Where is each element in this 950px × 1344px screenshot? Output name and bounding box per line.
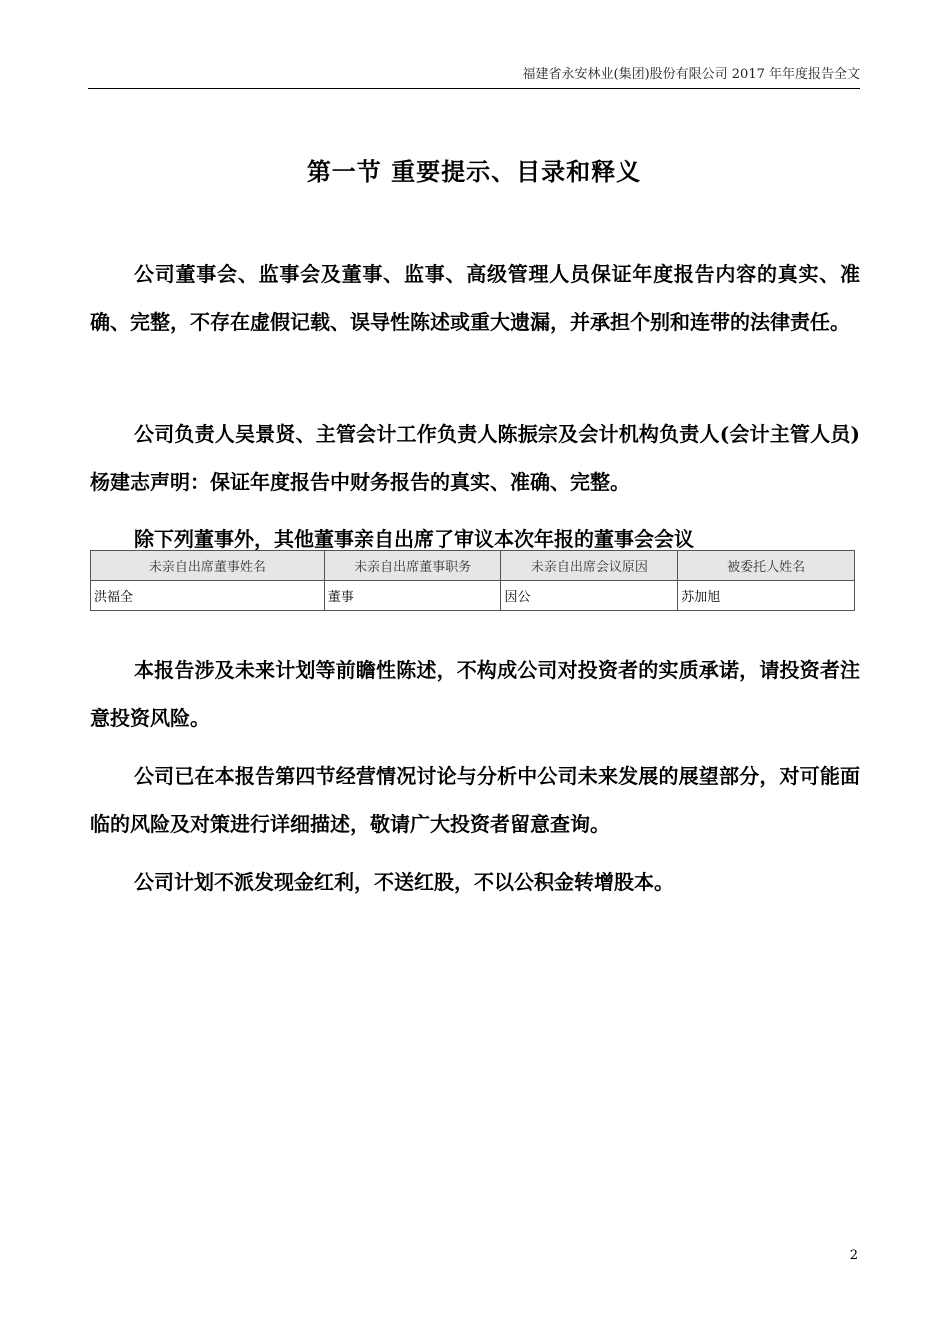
paragraph-responsibility: 公司董事会、监事会及董事、监事、高级管理人员保证年度报告内容的真实、准确、完整，不存在虚假记载、误导性陈述或重大遗漏，并承担个别和连带的法律责任。: [90, 262, 860, 334]
absent-directors-table: [90, 550, 855, 611]
section-title: 第一节 重要提示、目录和释义: [306, 157, 642, 186]
table-row: [91, 581, 855, 611]
paragraph-absent-directors: 除下列董事外，其他董事亲自出席了审议本次年报的董事会会议: [134, 527, 694, 551]
table-header-cell: 未亲自出席董事姓名: [91, 551, 325, 581]
paragraph-financial-statement: 公司负责人吴景贤、主管会计工作负责人陈振宗及会计机构负责人(会计主管人员)杨建志声明：保证年度报告中财务报告的真实、准确、完整。: [90, 422, 860, 494]
table-cell: 因公: [501, 581, 678, 611]
paragraph-risk-description: 公司已在本报告第四节经营情况讨论与分析中公司未来发展的展望部分，对可能面临的风险及对策进行详细描述，敬请广大投资者留意查询。: [90, 764, 860, 836]
table-header-cell: 未亲自出席董事职务: [324, 551, 501, 581]
paragraph-dividend-plan: 公司计划不派发现金红利，不送红股，不以公积金转增股本。: [134, 870, 674, 894]
paragraph-forward-looking: 本报告涉及未来计划等前瞻性陈述，不构成公司对投资者的实质承诺，请投资者注意投资风险。: [90, 658, 860, 730]
table-header-row: [91, 551, 855, 581]
table-header-cell: 未亲自出席会议原因: [501, 551, 678, 581]
table-cell: 洪福全: [91, 581, 325, 611]
page-number: 2: [849, 1248, 858, 1263]
table-cell: 董事: [324, 581, 501, 611]
page-header: 福建省永安林业(集团)股份有限公司 2017 年年度报告全文: [88, 62, 860, 89]
table-header-cell: 被委托人姓名: [678, 551, 855, 581]
table-cell: 苏加旭: [678, 581, 855, 611]
